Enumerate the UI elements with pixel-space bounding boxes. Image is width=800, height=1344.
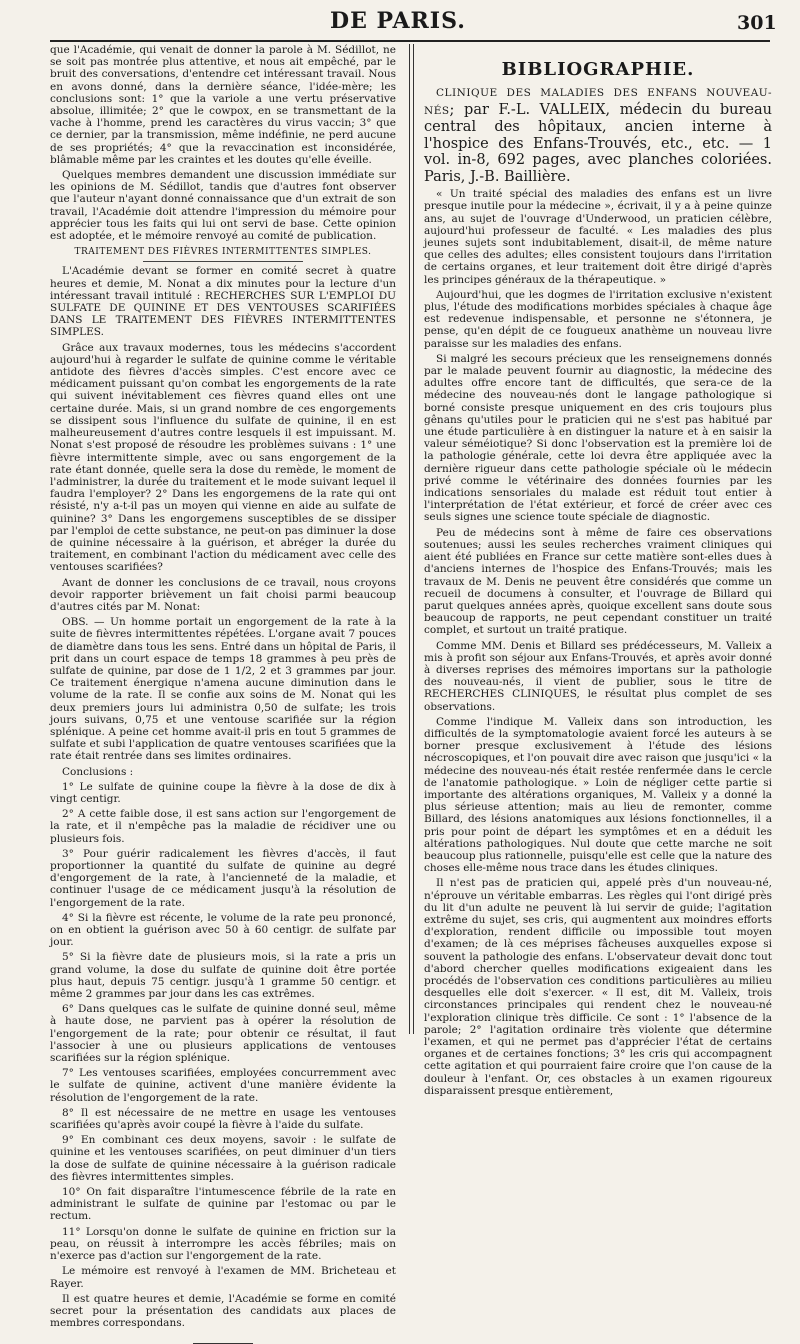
body-paragraph: Aujourd'hui, que les dogmes de l'irritation exclusive n'existent plus, l'étude des modifications morbides spéciales à chaque âge est redevenue indispensable, et personne ne s'étonnera, je pense, qu'en dépit de ce fougueux anathème un nouveau livre paraisse sur les maladies des enfans. <box>424 288 772 350</box>
header-rule <box>50 40 770 42</box>
body-paragraph: 7° Les ventouses scarifiées, employées concurremment avec le sulfate de quinine, activent d'une manière évidente la résolution de l'engorgement de la rate. <box>50 1067 396 1104</box>
body-paragraph: Il n'est pas de praticien qui, appelé près d'un nouveau-né, n'éprouve un véritable embarras. Les règles qui l'ont dirigé près du lit d'un adulte ne peuvent là lui servir de guide; l'agitation extrême du sujet, ses cris, qui augmentent aux moindres efforts d'exploration, rendent difficile ou impossible tout moyen d'examen; de là ces méprises fâcheuses auxquelles expose si souvent la pathologie des enfans. L'observateur devait donc tout d'abord chercher quelles modifications exigeaient dans les procédés de l'observation ces conditions particulières au milieu desquelles elle doit s'exercer. « Il est, dit M. Valleix, trois circonstances principales qui rendent chez le nouveau-né l'exploration clinique très difficile. Ce sont : 1° l'absence de la parole; 2° l'agitation ordinaire très violente que détermine l'examen, et qui ne permet pas d'apprécier l'état de certains organes et de certaines fonctions; 3° les cris qui accompagnent cette agitation et qui pourraient faire croire que l'on cause de la douleur à l'enfant. Or, ces obstacles à un examen rigoureux disparaissent presque entièrement, <box>424 877 772 1097</box>
body-paragraph: 1° Le sulfate de quinine coupe la fièvre à la dose de dix à vingt centigr. <box>50 780 396 805</box>
body-paragraph: 8° Il est nécessaire de ne mettre en usage les ventouses scarifiées qu'après avoir coupé la fièvre à l'aide du sulfate. <box>50 1106 396 1132</box>
right-column <box>424 44 772 1097</box>
body-paragraph: Il est quatre heures et demie, l'Académie se forme en comité secret pour la présentation des candidats aux places de membres correspondans. <box>50 1292 396 1330</box>
section-heading: TRAITEMENT DES FIÈVRES INTERMITTENTES SIMPLES. <box>50 246 396 262</box>
body-paragraph: « Un traité spécial des maladies des enfans est un livre presque inutile pour la médecine », écrivait, il y a à peine quinze ans, au sujet de l'ouvrage d'Underwood, un praticien célèbre, aujourd'hui professeur de faculté. « Les maladies des plus jeunes sujets sont indubitablement, disait-il, de même nature que celles des adultes; elles consistent toujours dans l'irritation de certains organes, et leur traitement doit être dirigé d'après les principes généraux de la thérapeutique. » <box>424 188 772 286</box>
body-paragraph: 4° Si la fièvre est récente, le volume de la rate peu prononcé, on en obtient la guérison avec 50 à 60 centigr. de sulfate par jour. <box>50 911 396 949</box>
body-paragraph: 10° On fait disparaître l'intumescence fébrile de la rate en administrant le sulfate de quinine par l'estomac ou par le rectum. <box>50 1186 396 1223</box>
body-paragraph: OBS. — Un homme portait un engorgement de la rate à la suite de fièvres intermittentes répétées. L'organe avait 7 pouces de diamètre dans tous les sens. Entré dans un hôpital de Paris, il prit dans un court espace de temps 18 grammes à peu près de sulfate de quinine, par dose de 1 1/2, 2 et 3 grammes par jour. Ce traitement énergique n'amena aucune diminution dans le volume de la rate. Il se confie aux soins de M. Nonat qui les deux premiers jours lui administra 0,50 de sulfate; les trois jours suivans, 0,75 et une ventouse scarifiée sur la région splénique. A peine cet homme avait-il pris en tout 5 grammes de sulfate et subi l'application de quatre ventouses scarifiées que la rate était rentrée dans ses limites ordinaires. <box>50 616 396 763</box>
running-header-title: DE PARIS. <box>330 8 466 34</box>
column-divider <box>409 44 414 1034</box>
left-paragraph: que l'Académie, qui venait de donner la parole à M. Sédillot, ne se soit pas montrée plus attentive, et nous ait empêché, par le bruit des conversations, d'entendre cet intéressant travail. Nous en avons donné, dans la dernière séance, l'idée-mère; les conclusions sont: 1° que la variole a une vertu préservative absolue, illimitée; 2° que le cowpox, en se transmettant de la vache à l'homme, prend les caractères du virus vaccin; 3° que ce dernier, par la transmission, même indéfinie, ne perd aucune de ses propriétés; 4° que la revaccination est inconsidérée, blâmable même par les craintes et les doutes qu'elle éveille. <box>50 44 396 166</box>
left-body <box>50 342 396 1330</box>
body-paragraph: 6° Dans quelques cas le sulfate de quinine donné seul, même à haute dose, ne parvient pas à opérer la résolution de l'engorgement de la rate; pour obtenir ce résultat, il faut l'associer à une ou plusieurs applications de ventouses scarifiées sur la région splénique. <box>50 1003 396 1065</box>
left-column <box>50 44 396 1330</box>
book-title: CLINIQUE DES MALADIES DES ENFANS NOUVEAU-NÉS <box>424 87 772 117</box>
body-paragraph: Conclusions : <box>62 765 134 778</box>
body-paragraph: Comme MM. Denis et Billard ses prédécesseurs, M. Valleix a mis à profit son séjour aux Enfans-Trouvés, et après avoir donné à diverses reprises des mémoires importans sur la pathologie des nouveau-nés, il vient de publier, sous le titre de RECHERCHES CLINIQUES, le résultat plus complet de ses observations. <box>424 639 772 713</box>
bibliography-title: BIBLIOGRAPHIE. <box>501 59 695 80</box>
body-paragraph: 2° A cette faible dose, il est sans action sur l'engorgement de la rate, et il n'empêche pas la maladie de récidiver une ou plusieurs fois. <box>50 808 396 845</box>
right-body <box>424 188 772 1097</box>
intro-paragraph: L'Académie devant se former en comité secret à quatre heures et demie, M. Nonat a dix minutes pour la lecture d'un intéressant travail intitulé : RECHERCHES SUR L'EMPLOI DU SULFATE DE QUININE ET DES VENTOUSES SCARIFIÉES DANS LE TRAITEMENT DES FIÈVRES INTERMITTENTES SIMPLES. <box>50 265 396 339</box>
body-paragraph: 9° En combinant ces deux moyens, savoir : le sulfate de quinine et les ventouses scarifiées, on peut diminuer d'un tiers la dose de sulfate de quinine nécessaire à la guérison radicale des fièvres intermittentes simples. <box>50 1134 396 1183</box>
body-paragraph: Peu de médecins sont à même de faire ces observations soutenues; aussi les seules recherches vraiment cliniques qui aient été publiées en France sur cette matière sont-elles dues à d'anciens internes de l'hospice des Enfans-Trouvés; mais les travaux de M. Denis ne peuvent être considérés que comme un recueil de documens à consulter, et l'ouvrage de Billard qui parut quelques années après, quoique excellent sans doute sous beaucoup de rapports, ne peut cependant constituer un traité complet, et surtout un traité pratique. <box>424 526 772 637</box>
body-paragraph: Grâce aux travaux modernes, tous les médecins s'accordent aujourd'hui à regarder le sulfate de quinine comme le véritable antidote des fièvres d'accès simples. C'est encore avec ce médicament puissant qu'on combat les engorgements de la rate qui suivent inévitablement ces fièvres quand elles ont une certaine durée. Mais, si un grand nombre de ces engorgements se dissipent sous l'influence du sulfate de quinine, il en est malheureusement d'autres contre lesquels il est impuissant. M. Nonat s'est proposé de résoudre les problèmes suivans : 1° une fièvre intermittente simple, avec ou sans engorgement de la rate étant donnée, quelle sera la dose du remède, le moment de l'administrer, la durée du traitement et le mode suivant lequel il faudra l'employer? 2° Dans les engorgemens de la rate qui ont résisté, n'y a-t-il pas un moyen qui vienne en aide au sulfate de quinine? 3° Dans les engorgemens susceptibles de se dissiper par l'emploi de cette substance, ne peut-on pas diminuer la dose de quinine nécessaire à la guérison, et abréger la durée du traitement, en combinant l'action du médicament avec celle des ventouses scarifiées? <box>50 341 396 574</box>
body-paragraph: Comme l'indique M. Valleix dans son introduction, les difficultés de la symptomatologie avaient forcé les auteurs à se borner presque exclusivement à l'étude des lésions nécroscopiques, et l'on pouvait dire avec raison que jusqu'ici « la médecine des nouveau-nés était restée renfermée dans le cercle de l'anatomie pathologique. » Loin de négliger cette partie si importante des altérations organiques, M. Valleix y a donné la plus sérieuse attention; mais au lieu de remonter, comme Billard, des lésions anatomiques aux lésions fonctionnelles, il a pris pour point de départ les symptômes et en a déduit les altérations pathologiques. Nul doute que cette marche ne soit beaucoup plus rationnelle, puisqu'elle est celle que la nature des choses elle-même nous trace dans les études cliniques. <box>424 715 772 875</box>
book-details: ; par F.-L. VALLEIX, médecin du bureau central des hôpitaux, ancien interne à l'hospice des Enfans-Trouvés, etc., etc. — 1 vol. in-8, 692 pages, avec planches coloriées. Paris, J.-B. Baillière. <box>424 101 772 185</box>
body-paragraph: Le mémoire est renvoyé à l'examen de MM. Bricheteau et Rayer. <box>50 1265 396 1290</box>
body-paragraph: 11° Lorsqu'on donne le sulfate de quinine en friction sur la peau, on réussit à interrompre les accès fébriles; mais on n'exerce pas d'action sur l'engorgement de la rate. <box>50 1225 396 1263</box>
body-paragraph: Si malgré les secours précieux que les renseignemens donnés par le malade peuvent fournir au diagnostic, la médecine des adultes offre encore tant de difficultés, que sera-ce de la médecine des nouveau-nés dont le langage pathologique si borné consiste presque uniquement en des cris toujours plus gênans qu'utiles pour le praticien qui ne s'est pas habitué par une étude particulière à en distinguer la nature et à en saisir la valeur séméiotique? Si donc l'observation est la première loi de la pathologie générale, cette loi devra être appliquée avec la dernière rigueur dans cette pathologie spéciale où le médecin privé comme le vétérinaire des données fournies par les indications sensoriales du malade est réduit tout entier à l'interprétation de l'état extérieur, et forcé de créer avec ces seuls signes une science toute spéciale de diagnostic. <box>424 352 772 524</box>
left-paragraph: Quelques membres demandent une discussion immédiate sur les opinions de M. Sédillot, tandis que d'autres font observer que l'auteur n'ayant donné connaissance que d'un extrait de son travail, l'Académie doit attendre l'impression du mémoire pour apprécier tous les faits qui lui ont servi de base. Cette opinion est adoptée, et le mémoire renvoyé au comité de publication. <box>50 169 396 243</box>
body-paragraph: 5° Si la fièvre date de plusieurs mois, si la rate a pris un grand volume, la dose du sulfate de quinine doit être portée plus haut, depuis 75 centigr. jusqu'à 1 gramme 50 centigr. et même 2 grammes par jour dans les cas extrêmes. <box>50 951 396 1001</box>
body-paragraph: Avant de donner les conclusions de ce travail, nous croyons devoir rapporter brièvement un fait choisi parmi beaucoup d'autres cités par M. Nonat: <box>50 576 396 613</box>
body-paragraph: 3° Pour guérir radicalement les fièvres d'accès, il faut proportionner la quantité du sulfate de quinine au degré d'engorgement de la rate, à l'ancienneté de la maladie, et continuer l'usage de ce médicament jusqu'à la résolution de l'engorgement de la rate. <box>50 847 396 909</box>
page-number: 301 <box>737 12 777 34</box>
book-reference <box>424 84 772 185</box>
